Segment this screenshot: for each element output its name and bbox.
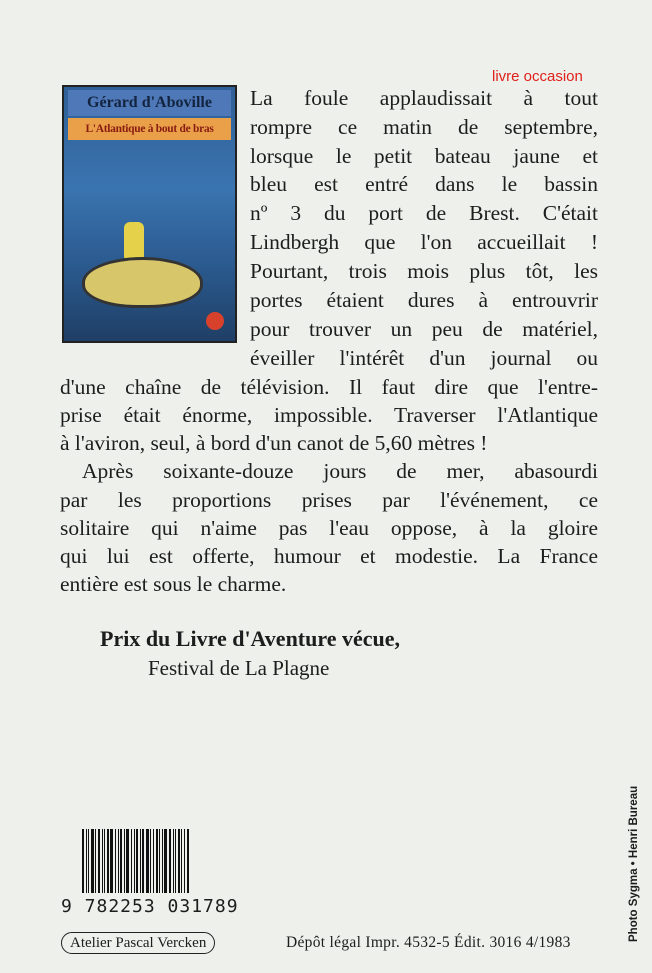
barcode-bar xyxy=(178,829,180,893)
barcode-bar xyxy=(156,829,158,893)
blurb-line: solitaire qui n'aime pas l'eau oppose, à la gloire xyxy=(60,516,598,540)
blurb-line: rompre ce matin de septembre, xyxy=(250,115,598,139)
barcode-bar xyxy=(131,829,132,893)
blurb-line: lorsque le petit bateau jaune et xyxy=(250,144,598,168)
blurb-line: à l'aviron, seul, à bord d'un canot de 5,60 mètres ! xyxy=(60,431,488,455)
atelier-label: Atelier Pascal Vercken xyxy=(61,932,215,954)
barcode-bar xyxy=(142,829,144,893)
barcode-bar xyxy=(164,829,167,893)
barcode-bar xyxy=(95,829,96,893)
blurb-line: portes étaient dures à entrouvrir xyxy=(250,288,598,312)
barcode-bar xyxy=(120,829,122,893)
barcode-bar xyxy=(184,829,185,893)
barcode-bar xyxy=(124,829,125,893)
barcode-bar xyxy=(146,829,149,893)
isbn-number: 9 782253 031789 xyxy=(61,896,239,917)
legal-deposit: Dépôt légal Impr. 4532-5 Édit. 3016 4/1983 xyxy=(286,934,571,951)
barcode-bar xyxy=(82,829,84,893)
barcode-bar xyxy=(140,829,141,893)
prize-festival: Festival de La Plagne xyxy=(148,656,330,680)
blurb-line: La foule applaudissait à tout xyxy=(250,86,598,110)
barcode-bar xyxy=(150,829,151,893)
barcode-bar xyxy=(169,829,171,893)
blurb-line: Lindbergh que l'on accueillait ! xyxy=(250,230,598,254)
photo-credit: Photo Sygma • Henri Bureau xyxy=(628,785,640,942)
barcode-bar xyxy=(118,829,119,893)
barcode-bar xyxy=(181,829,182,893)
barcode-bar xyxy=(134,829,135,893)
barcode-bar xyxy=(153,829,154,893)
blurb-line: pour trouver un peu de matériel, xyxy=(250,317,598,341)
barcode-bar xyxy=(104,829,105,893)
publisher-logo-icon xyxy=(206,312,224,330)
watermark-text: livre occasion xyxy=(492,68,583,85)
blurb-line: d'une chaîne de télévision. Il faut dire que l'entre- xyxy=(60,375,598,399)
cover-title: L'Atlantique à bout de bras xyxy=(68,118,231,140)
barcode-bar xyxy=(136,829,138,893)
barcode-bar xyxy=(175,829,176,893)
barcode-bar xyxy=(173,829,174,893)
prize-title: Prix du Livre d'Aventure vécue, xyxy=(100,626,401,651)
barcode xyxy=(82,829,232,893)
barcode-bar xyxy=(91,829,94,893)
barcode-bar xyxy=(162,829,163,893)
cover-author: Gérard d'Aboville xyxy=(68,90,231,116)
blurb-line: bleu est entré dans le bassin xyxy=(250,172,598,196)
blurb-line: éveiller l'intérêt d'un journal ou xyxy=(250,346,598,370)
book-cover-image xyxy=(62,85,237,343)
blurb-line: qui lui est offerte, humour et modestie. La France xyxy=(60,544,598,568)
boat-figure xyxy=(82,257,203,308)
barcode-bar xyxy=(88,829,89,893)
barcode-bar xyxy=(187,829,189,893)
barcode-bar xyxy=(102,829,103,893)
blurb-line: par les proportions prises par l'événement, ce xyxy=(60,488,598,512)
barcode-bar xyxy=(115,829,116,893)
blurb-line: Après soixante-douze jours de mer, abasourdi xyxy=(82,459,598,483)
barcode-bar xyxy=(107,829,109,893)
barcode-bar xyxy=(126,829,129,893)
barcode-bar xyxy=(110,829,113,893)
blurb-line: prise était énorme, impossible. Traverser l'Atlantique xyxy=(60,403,598,427)
rower-figure xyxy=(124,222,144,262)
blurb-line: Pourtant, trois mois plus tôt, les xyxy=(250,259,598,283)
barcode-bar xyxy=(86,829,87,893)
blurb-line: entière est sous le charme. xyxy=(60,572,287,596)
barcode-bar xyxy=(98,829,100,893)
barcode-bar xyxy=(159,829,160,893)
blurb-line: nº 3 du port de Brest. C'était xyxy=(250,201,598,225)
